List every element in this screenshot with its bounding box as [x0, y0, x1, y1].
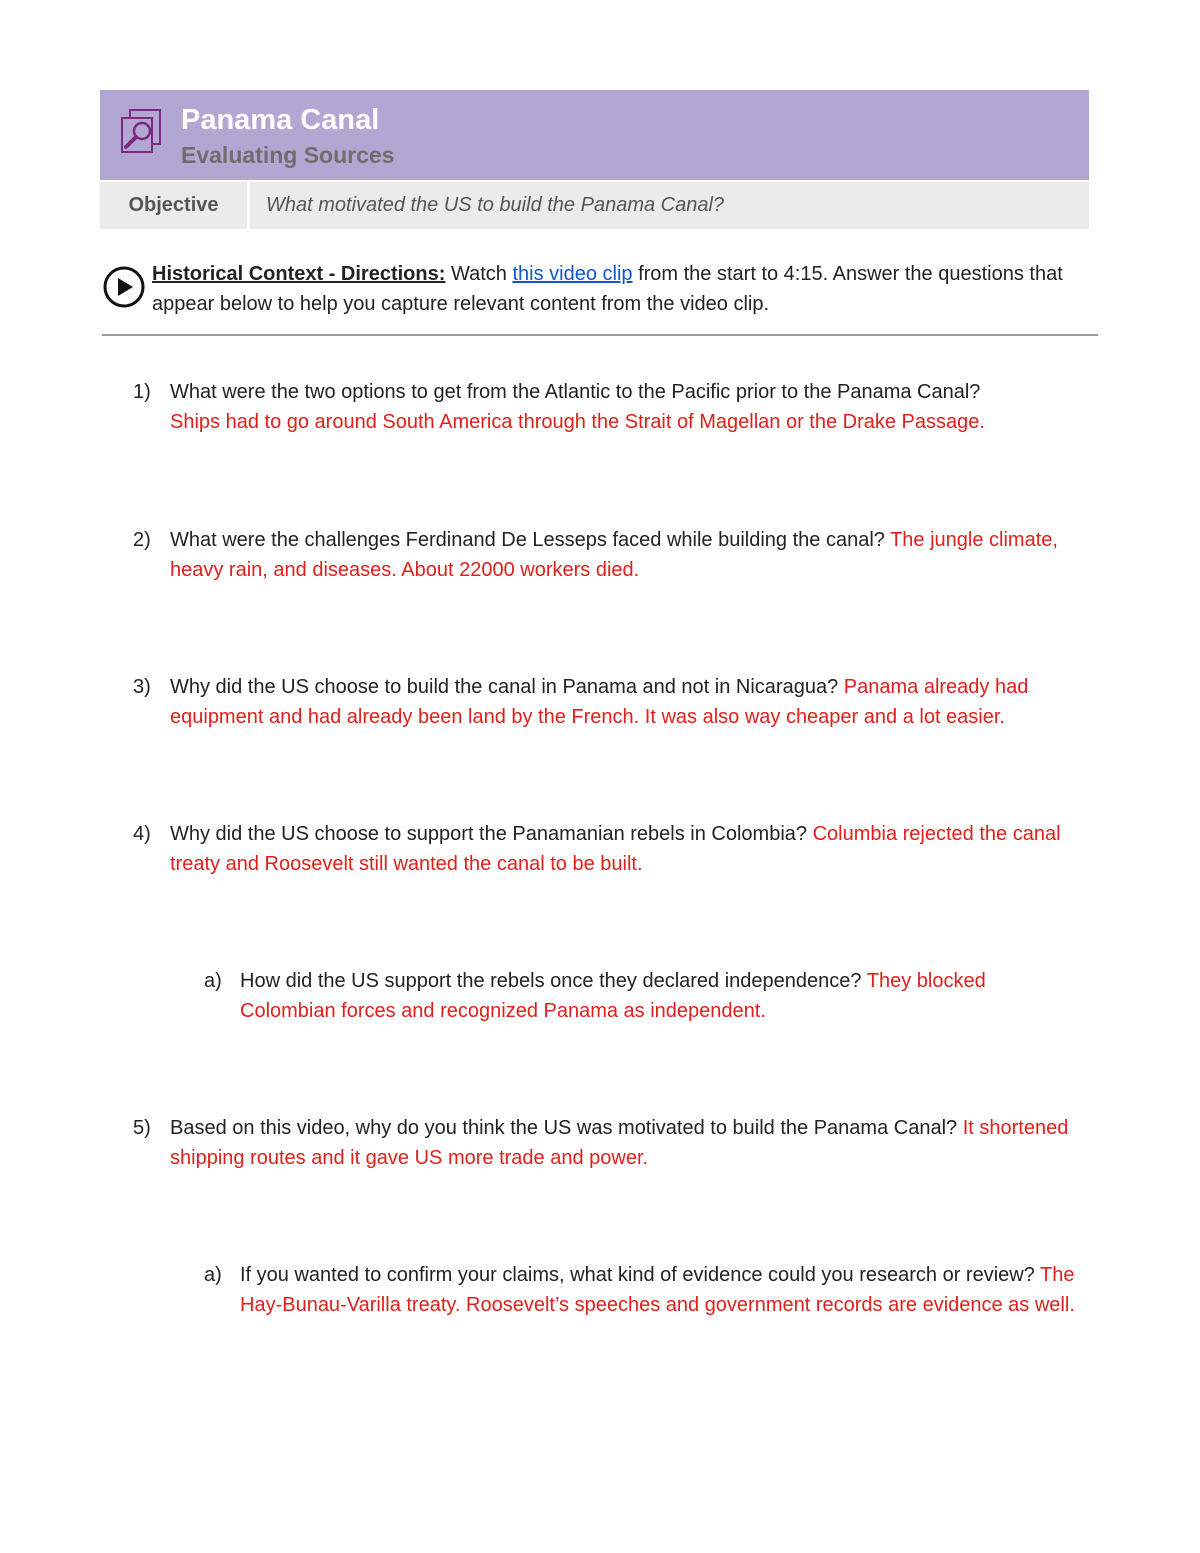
directions-text: [152, 259, 1072, 319]
header-banner: [100, 90, 1089, 180]
objective-text: What motivated the US to build the Panama Canal?: [266, 194, 725, 216]
answer-text: They blocked Colombian forces and recognized Panama as independent.: [240, 970, 986, 1022]
answer-text: The Hay-Bunau-Varilla treaty. Roosevelt’s speeches and government records are evidence as well.: [240, 1264, 1075, 1316]
magnifier-document-icon: [118, 108, 164, 156]
question-body: [170, 819, 1093, 879]
video-clip-link[interactable]: this video clip: [512, 263, 633, 285]
question-item: [133, 525, 1073, 585]
question-number: 2): [133, 529, 151, 551]
question-body: [170, 377, 1073, 437]
objective-label: Objective: [128, 194, 219, 216]
question-text: Why did the US choose to support the Panamanian rebels in Colombia?: [170, 823, 808, 845]
question-item: [133, 377, 1073, 437]
directions-pre-link: Watch: [445, 263, 513, 285]
page-title: Panama Canal: [181, 104, 380, 136]
question-text: What were the challenges Ferdinand De Lesseps faced while building the canal?: [170, 529, 885, 551]
question-number: 3): [133, 676, 151, 698]
answer-text: Ships had to go around South America through the Strait of Magellan or the Drake Passage.: [170, 411, 985, 433]
question-number: 4): [133, 823, 151, 845]
objective-divider: [247, 182, 250, 229]
question-number: 5): [133, 1117, 151, 1139]
question-number: 1): [133, 381, 151, 403]
question-item: [133, 819, 1093, 879]
answer-text: It shortened shipping routes and it gave US more trade and power.: [170, 1117, 1069, 1169]
play-icon[interactable]: [102, 263, 148, 309]
question-item: [133, 672, 1103, 732]
question-text: If you wanted to confirm your claims, what kind of evidence could you research or review?: [240, 1264, 1035, 1286]
page-subtitle: Evaluating Sources: [181, 142, 395, 168]
answer-text: The jungle climate, heavy rain, and diseases. About 22000 workers died.: [170, 529, 1058, 581]
question-item: [133, 1113, 1073, 1173]
question-number: a): [204, 970, 222, 992]
answer-text: Panama already had equipment and had already been land by the French. It was also way cheaper and a lot easier.: [170, 676, 1029, 728]
question-body: [170, 525, 1073, 585]
directions-post-link: from the start to 4:15. Answer the questions that appear below to help you capture relevant content from the video clip.: [152, 263, 1063, 315]
question-text: Based on this video, why do you think the US was motivated to build the Panama Canal?: [170, 1117, 958, 1139]
sub-question-item: [204, 966, 1084, 1026]
question-text: Why did the US choose to build the canal in Panama and not in Nicaragua?: [170, 676, 839, 698]
question-text: How did the US support the rebels once they declared independence?: [240, 970, 862, 992]
sub-question-item: [204, 1260, 1104, 1350]
answer-text: Columbia rejected the canal treaty and Roosevelt still wanted the canal to be built.: [170, 823, 1061, 875]
question-text: What were the two options to get from the Atlantic to the Pacific prior to the Panama Canal?: [170, 381, 981, 403]
question-body: [240, 1260, 1104, 1320]
objective-row: [100, 182, 1089, 229]
question-number: a): [204, 1264, 222, 1286]
question-body: [240, 966, 1084, 1026]
section-divider: [102, 334, 1098, 336]
question-body: [170, 1113, 1073, 1173]
directions-heading: Historical Context - Directions:: [152, 263, 446, 285]
question-body: [170, 672, 1103, 732]
